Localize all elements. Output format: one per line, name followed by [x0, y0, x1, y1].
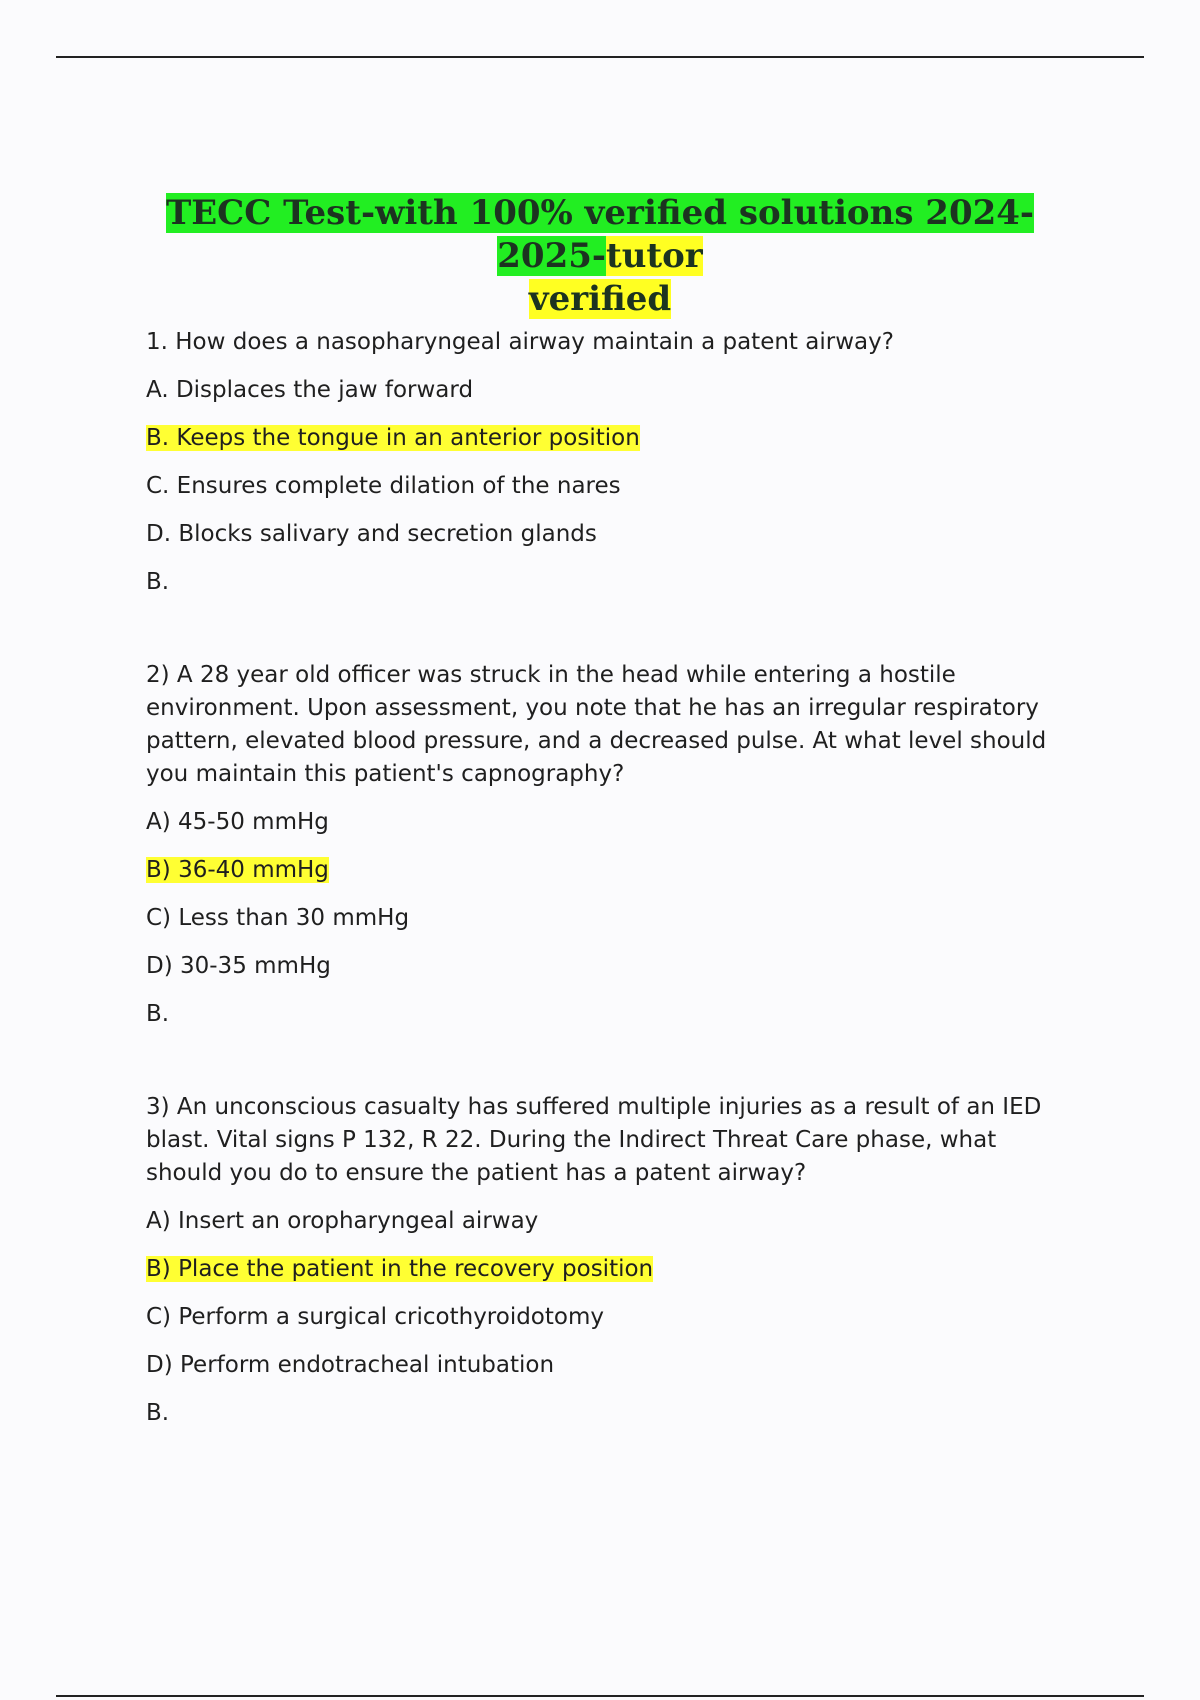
- question-text: 3) An unconscious casualty has suffered multiple injuries as a result of an IED blast. Vital signs P 132, R 22. During the Indirect Threat Care phase, what should you do to ensure the patient has a patent airway?: [146, 1094, 1042, 1186]
- questions-list: [146, 326, 1066, 1490]
- option-c: C) Perform a surgical cricothyroidotomy: [146, 1304, 604, 1330]
- option-d: D) 30-35 mmHg: [146, 953, 331, 979]
- question-block-1: [146, 326, 1066, 599]
- answer-key: B.: [146, 1400, 170, 1426]
- title-green-highlight: TECC Test-with 100% verified solutions 2024-2025-: [165, 193, 1035, 276]
- option-c: C) Less than 30 mmHg: [146, 905, 410, 931]
- option-b-correct: B. Keeps the tongue in an anterior position: [146, 425, 640, 451]
- document-title: [140, 192, 1060, 321]
- top-rule: [56, 56, 1144, 58]
- bottom-rule: [56, 1695, 1144, 1697]
- option-d: D. Blocks salivary and secretion glands: [146, 521, 597, 547]
- option-b-correct: B) 36-40 mmHg: [146, 857, 329, 883]
- question-block-2: [146, 659, 1066, 1031]
- option-a: A. Displaces the jaw forward: [146, 377, 474, 403]
- answer-key: B.: [146, 1001, 170, 1027]
- question-block-3: [146, 1091, 1066, 1430]
- title-yellow-highlight-2: verified: [528, 279, 672, 319]
- option-a: A) Insert an oropharyngeal airway: [146, 1208, 539, 1234]
- question-text: 2) A 28 year old officer was struck in the head while entering a hostile environment. Upon assessment, you note that he has an irregular respiratory pattern, elevated blood pressure, and a decreased pulse. At what level should you maintain this patient's capnography?: [146, 662, 1047, 787]
- title-yellow-highlight: tutor: [606, 236, 703, 276]
- option-d: D) Perform endotracheal intubation: [146, 1352, 555, 1378]
- option-a: A) 45-50 mmHg: [146, 809, 329, 835]
- answer-key: B.: [146, 569, 170, 595]
- option-b-correct: B) Place the patient in the recovery position: [146, 1256, 654, 1282]
- option-c: C. Ensures complete dilation of the nares: [146, 473, 621, 499]
- question-text: 1. How does a nasopharyngeal airway maintain a patent airway?: [146, 329, 894, 355]
